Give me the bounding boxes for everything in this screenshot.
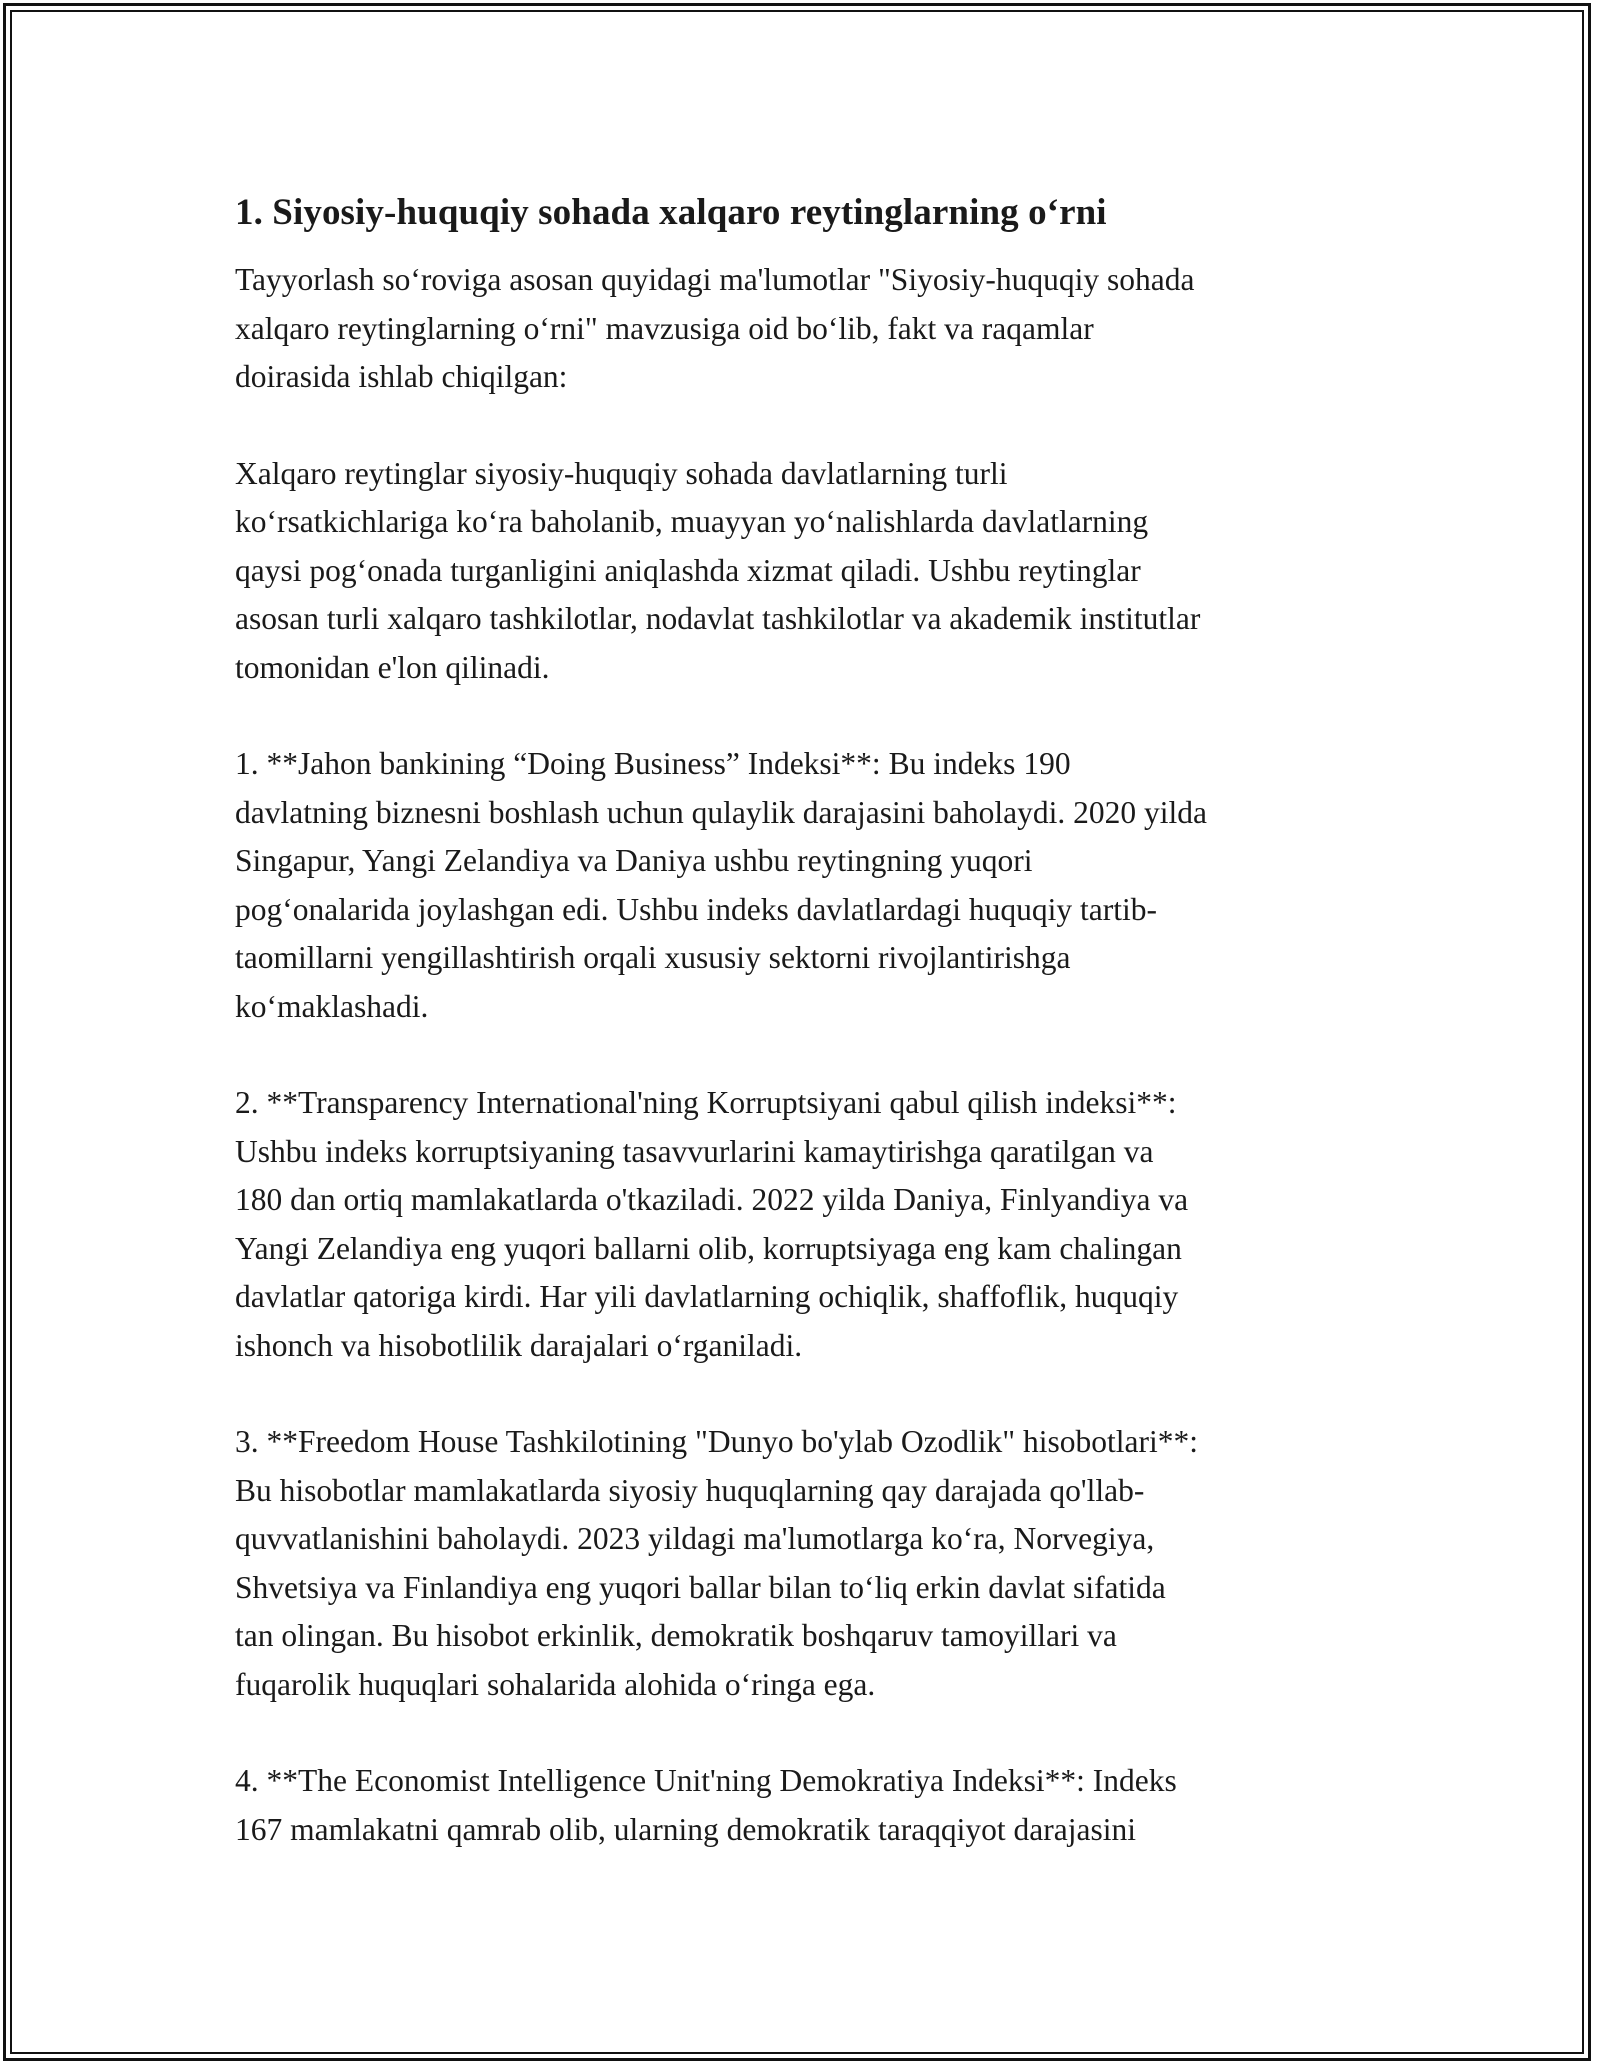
document-body bbox=[235, 188, 1375, 1902]
overview-paragraph: Xalqaro reytinglar siyosiy-huquqiy sohada davlatlarning turli ko‘rsatkichlariga ko‘ra baholanib, muayyan yo‘nalishlarda davlatlarning qaysi pog‘onada turganligini aniqlashda xizmat qiladi. Ushbu reytinglar asosan turli xalqaro tashkilotlar, nodavlat tashkilotlar va akademik institutlar tomonidan e'lon qilinadi. bbox=[235, 455, 1201, 685]
freedom-house-paragraph: 3. **Freedom House Tashkilotining "Dunyo bo'ylab Ozodlik" hisobotlari**: Bu hisobotlar mamlakatlarda siyosiy huquqlarning qay darajada qo'llab- quvvatlanishini baholaydi. 2023 yildagi ma'lumotlarga ko‘ra, Norvegiya, Shvetsiya va Finlandiya eng yuqori ballar bilan to‘liq erkin davlat sifatida tan olingan. Bu hisobot erkinlik, demokratik boshqaruv tamoyillari va fuqarolik huquqlari sohalarida alohida o‘ringa ega. bbox=[235, 1424, 1199, 1702]
intro-paragraph: Tayyorlash so‘roviga asosan quyidagi ma'lumotlar "Siyosiy-huquqiy sohada xalqaro reytinglarning o‘rni" mavzusiga oid bo‘lib, fakt va raqamlar doirasida ishlab chiqilgan: bbox=[235, 262, 1195, 394]
democracy-index-paragraph: 4. **The Economist Intelligence Unit'ning Demokratiya Indeksi**: Indeks 167 mamlakatni qamrab olib, ularning demokratik taraqqiyot darajasini bbox=[235, 1763, 1177, 1847]
doing-business-paragraph: 1. **Jahon bankining “Doing Business” Indeksi**: Bu indeks 190 davlatning biznesni boshlash uchun qulaylik darajasini baholaydi. 2020 yilda Singapur, Yangi Zelandiya va Daniya ushbu reytingning yuqori pog‘onalarida joylashgan edi. Ushbu indeks davlatlardagi huquqiy tartib- taomillarni yengillashtirish orqali xususiy sektorni rivojlantirishga ko‘maklashadi. bbox=[235, 746, 1207, 1024]
corruption-index-paragraph: 2. **Transparency International'ning Korruptsiyani qabul qilish indeksi**: Ushbu indeks korruptsiyaning tasavvurlarini kamaytirishga qaratilgan va 180 dan ortiq mamlakatlarda o'tkaziladi. 2022 yilda Daniya, Finlyandiya va Yangi Zelandiya eng yuqori ballarni olib, korruptsiyaga eng kam chalingan davlatlar qatoriga kirdi. Har yili davlatlarning ochiqlik, shaffoflik, huquqiy ishonch va hisobotlilik darajalari o‘rganiladi. bbox=[235, 1085, 1189, 1363]
document-title: 1. Siyosiy-huquqiy sohada xalqaro reytinglarning o‘rni bbox=[235, 192, 1107, 233]
